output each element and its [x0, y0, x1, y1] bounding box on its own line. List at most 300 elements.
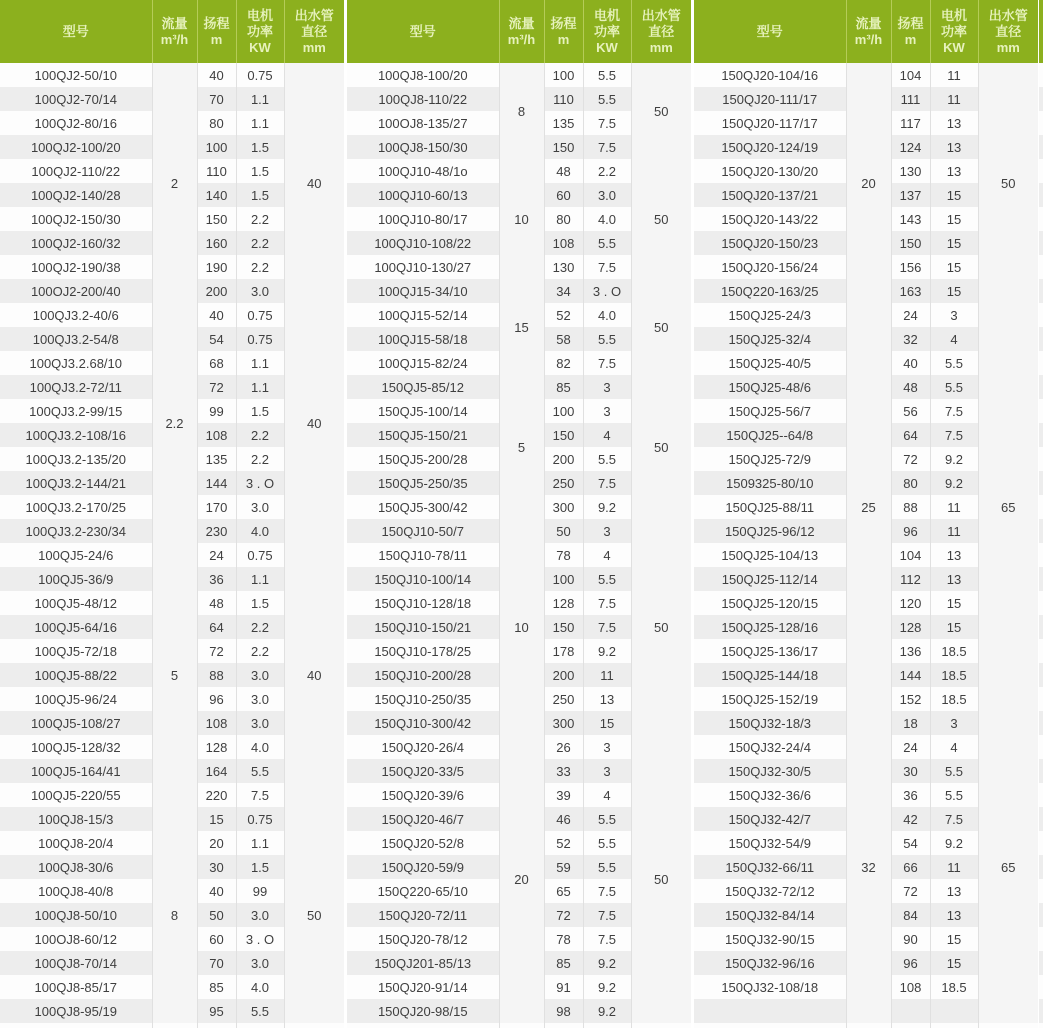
cell-empty [544, 1023, 583, 1028]
cell-power: 5.5 [930, 759, 978, 783]
cell-diameter-merged: 50 [631, 63, 691, 159]
col-header-power-line: 功率 [940, 23, 967, 39]
table-row [0, 63, 344, 87]
cell-power: 1.5 [236, 159, 284, 183]
cell-head: 108 [891, 975, 930, 999]
cell-model: 150QJ25-136/17 [694, 639, 846, 663]
cell-flow-merged: 8 [152, 807, 197, 1023]
cell-head: 130 [891, 159, 930, 183]
cell-head: 144 [891, 663, 930, 687]
cell-power: 2.2 [236, 639, 284, 663]
col-header-power-line: 电机 [940, 7, 967, 23]
cell-power: 13 [930, 903, 978, 927]
col-header-head-line: m [210, 31, 223, 47]
table-row [694, 711, 1038, 735]
cell-model: 150QJ20-72/11 [347, 903, 499, 927]
cell-power: 2.2 [236, 207, 284, 231]
cell-power: 13 [930, 135, 978, 159]
cell-model: 150QJ25-152/19 [694, 687, 846, 711]
cell-head: 88 [891, 495, 930, 519]
cell-model: 100QJ10-108/22 [347, 231, 499, 255]
col-header-head [197, 0, 236, 63]
cell-diameter-merged: 50 [978, 63, 1038, 303]
cell-model [694, 999, 846, 1023]
cell-flow-merged: 20 [846, 63, 891, 303]
cell-head: 124 [891, 135, 930, 159]
cell-model: 100QJ8-85/17 [0, 975, 152, 999]
cell-flow-merged: 15 [499, 279, 544, 375]
cell-model: 100QJ8-30/6 [0, 855, 152, 879]
cell-model: 150QJ5-300/42 [347, 495, 499, 519]
cell-model: 100QJ15-34/10 [347, 279, 499, 303]
cell-model: 150Q220-163/25 [694, 279, 846, 303]
col-header-head [544, 0, 583, 63]
cell-model: 100QJ3.2-40/6 [0, 303, 152, 327]
cell-model: 100QJ2-50/10 [0, 63, 152, 87]
cell-head: 190 [197, 255, 236, 279]
cell-model: 150QJ25--64/8 [694, 423, 846, 447]
cell-empty [694, 1023, 846, 1028]
cell-power: 5.5 [583, 327, 631, 351]
cell-model: 150QJ20-26/4 [347, 735, 499, 759]
cell-head: 100 [544, 399, 583, 423]
cell-power: 15 [930, 615, 978, 639]
col-header-head-line: 扬程 [203, 15, 230, 31]
cell-model: 150QJ20-156/24 [694, 255, 846, 279]
cell-power: 1.5 [236, 399, 284, 423]
cell-power: 1.5 [236, 591, 284, 615]
cell-empty [152, 1023, 197, 1028]
col-header-diameter-line: mm [302, 39, 326, 55]
cell-head: 85 [197, 975, 236, 999]
cell-head: 54 [197, 327, 236, 351]
col-header-flow-line: m³/h [160, 31, 189, 47]
cell-power: 1.5 [236, 855, 284, 879]
cell-power: 0.75 [236, 303, 284, 327]
cell-model: 100QJ10-80/17 [347, 207, 499, 231]
cell-power: 7.5 [583, 255, 631, 279]
cell-model: 150QJ201-85/13 [347, 951, 499, 975]
cell-head: 46 [544, 807, 583, 831]
cell-model: 1509325-80/10 [694, 471, 846, 495]
cell-model: 100QJ10-130/27 [347, 255, 499, 279]
partial-rows-sliver [1039, 63, 1043, 1028]
cell-model: 100QJ8-100/20 [347, 63, 499, 87]
col-header-power [930, 0, 978, 63]
table-row [0, 303, 344, 327]
cell-head: 108 [544, 231, 583, 255]
cell-model: 100QJ8-20/4 [0, 831, 152, 855]
cell-flow-merged: 2.2 [152, 303, 197, 543]
cell-model: 150QJ20-59/9 [347, 855, 499, 879]
cell-empty [846, 1023, 891, 1028]
cell-model: 100QJ2-80/16 [0, 111, 152, 135]
cell-model: 100QJ8-110/22 [347, 87, 499, 111]
cell-power: 3 [583, 735, 631, 759]
cell-power: 4.0 [236, 519, 284, 543]
cell-power: 11 [930, 495, 978, 519]
col-header-power-line: 电机 [593, 7, 620, 23]
cell-power: 11 [930, 63, 978, 87]
cell-head: 128 [544, 591, 583, 615]
cell-head: 65 [544, 879, 583, 903]
cell-head: 48 [544, 159, 583, 183]
cell-power: 13 [930, 543, 978, 567]
cell-model: 150QJ25-56/7 [694, 399, 846, 423]
cell-power: 2.2 [236, 423, 284, 447]
cell-model: 150QJ20-98/15 [347, 999, 499, 1023]
cell-model: 100QJ3.2-230/34 [0, 519, 152, 543]
cell-power: 7.5 [930, 399, 978, 423]
cell-flow-merged: 20 [499, 735, 544, 1023]
table-row [347, 63, 691, 87]
cell-head: 200 [544, 663, 583, 687]
cell-model: 150QJ25-24/3 [694, 303, 846, 327]
cell-head: 72 [197, 375, 236, 399]
cell-head: 78 [544, 543, 583, 567]
cell-head: 110 [544, 87, 583, 111]
cell-power: 2.2 [236, 255, 284, 279]
cell-power: 3 . O [236, 471, 284, 495]
col-header-diameter-line: 直径 [648, 23, 675, 39]
cell-empty [284, 1023, 344, 1028]
cell-power: 4 [930, 327, 978, 351]
cell-head: 135 [197, 447, 236, 471]
cell-head: 104 [891, 543, 930, 567]
cell-head: 33 [544, 759, 583, 783]
cell-head: 150 [544, 135, 583, 159]
cell-power: 5.5 [930, 375, 978, 399]
cell-head: 128 [891, 615, 930, 639]
cell-power: 1.1 [236, 351, 284, 375]
cell-model: 150QJ25-128/16 [694, 615, 846, 639]
header-row [694, 0, 1038, 63]
cell-model: 100QJ3.2-108/16 [0, 423, 152, 447]
cell-model: 100QJ2-100/20 [0, 135, 152, 159]
cell-power: 13 [930, 111, 978, 135]
cell-power: 1.1 [236, 831, 284, 855]
cell-empty [499, 1023, 544, 1028]
cell-power: 2.2 [236, 231, 284, 255]
cell-head: 300 [544, 495, 583, 519]
col-header-power-line: KW [596, 39, 618, 55]
cell-power: 15 [930, 255, 978, 279]
cell-head: 164 [197, 759, 236, 783]
header-row [0, 0, 344, 63]
cell-power: 3 . O [583, 279, 631, 303]
cell-power: 3.0 [583, 183, 631, 207]
cell-power: 7.5 [930, 807, 978, 831]
col-header-power [236, 0, 284, 63]
cell-power [930, 999, 978, 1023]
cell-model: 100QJ15-58/18 [347, 327, 499, 351]
col-header-model-line: 型号 [756, 23, 783, 39]
col-header-diameter [978, 0, 1038, 63]
cell-head: 72 [891, 447, 930, 471]
cell-empty [930, 1023, 978, 1028]
col-header-diameter-line: 出水管 [988, 7, 1028, 23]
cell-model: 150QJ5-200/28 [347, 447, 499, 471]
cell-head: 82 [544, 351, 583, 375]
cell-model: 150QJ10-78/11 [347, 543, 499, 567]
cell-model: 150QJ32-84/14 [694, 903, 846, 927]
cell-head: 70 [197, 87, 236, 111]
table-row [694, 1023, 1038, 1028]
pump-spec-table-group-2 [347, 0, 691, 1028]
partial-header-sliver [1039, 0, 1043, 63]
cell-model: 150QJ25-144/18 [694, 663, 846, 687]
cell-head [891, 999, 930, 1023]
cell-head: 20 [197, 831, 236, 855]
cell-head: 136 [891, 639, 930, 663]
cell-head: 85 [544, 375, 583, 399]
col-header-diameter-line: 直径 [301, 23, 328, 39]
cell-model: 150QJ20-39/6 [347, 783, 499, 807]
col-header-model [694, 0, 846, 63]
cell-power: 9.2 [583, 951, 631, 975]
cell-power: 9.2 [930, 447, 978, 471]
cell-power: 7.5 [583, 879, 631, 903]
cell-flow-merged: 32 [846, 711, 891, 1023]
cell-power: 18.5 [930, 663, 978, 687]
cell-empty [583, 1023, 631, 1028]
cell-model: 100QJ3.2-54/8 [0, 327, 152, 351]
cell-model: 100QJ2-150/30 [0, 207, 152, 231]
cell-head: 117 [891, 111, 930, 135]
cell-power: 18.5 [930, 975, 978, 999]
cell-power: 7.5 [583, 351, 631, 375]
cell-empty [0, 1023, 152, 1028]
col-header-power-line: KW [943, 39, 965, 55]
cell-power: 2.2 [236, 615, 284, 639]
cell-model: 100OJ8-135/27 [347, 111, 499, 135]
cell-model: 150Q220-65/10 [347, 879, 499, 903]
cell-model: 100QJ5-96/24 [0, 687, 152, 711]
cell-head: 34 [544, 279, 583, 303]
cell-head: 112 [891, 567, 930, 591]
cell-power: 3.0 [236, 711, 284, 735]
cell-model: 150QJ20-124/19 [694, 135, 846, 159]
cell-flow-merged: 2 [152, 63, 197, 303]
cell-flow-merged: 10 [499, 159, 544, 279]
cell-model: 100QJ5-48/12 [0, 591, 152, 615]
cell-power: 15 [930, 207, 978, 231]
col-header-power-line: KW [249, 39, 271, 55]
cell-power: 9.2 [583, 975, 631, 999]
cell-model: 150QJ10-128/18 [347, 591, 499, 615]
cell-head: 108 [197, 423, 236, 447]
cell-head: 96 [197, 687, 236, 711]
col-header-diameter-line: 出水管 [641, 7, 681, 23]
cell-power: 1.5 [236, 135, 284, 159]
cell-head: 68 [197, 351, 236, 375]
cell-model: 100QJ3.2-99/15 [0, 399, 152, 423]
cell-power: 9.2 [583, 999, 631, 1023]
col-header-head-line: 扬程 [550, 15, 577, 31]
col-header-flow [846, 0, 891, 63]
table-row [0, 807, 344, 831]
cell-diameter-merged: 50 [284, 807, 344, 1023]
cell-power: 99 [236, 879, 284, 903]
table-row [0, 543, 344, 567]
cell-head: 40 [197, 303, 236, 327]
cell-power: 3.0 [236, 903, 284, 927]
cell-model: 150QJ5-85/12 [347, 375, 499, 399]
cell-head: 128 [197, 735, 236, 759]
cell-power: 11 [930, 87, 978, 111]
cell-head: 152 [891, 687, 930, 711]
cell-power: 9.2 [930, 471, 978, 495]
cell-model: 150QJ20-111/17 [694, 87, 846, 111]
cell-model: 150QJ32-24/4 [694, 735, 846, 759]
col-header-diameter-line: mm [649, 39, 673, 55]
cell-power: 5.5 [583, 63, 631, 87]
cell-model: 150QJ25-120/15 [694, 591, 846, 615]
cell-model: 150QJ10-200/28 [347, 663, 499, 687]
cell-diameter-merged: 50 [631, 159, 691, 279]
cell-head: 30 [197, 855, 236, 879]
cell-power: 5.5 [583, 855, 631, 879]
cell-power: 15 [930, 591, 978, 615]
cell-model: 150QJ20-52/8 [347, 831, 499, 855]
cell-power: 13 [930, 567, 978, 591]
cell-model: 100QJ5-108/27 [0, 711, 152, 735]
cell-power: 11 [930, 519, 978, 543]
cell-head: 111 [891, 87, 930, 111]
cell-power: 4.0 [583, 303, 631, 327]
col-header-head-line: m [904, 31, 917, 47]
cell-model: 100QJ3.2-135/20 [0, 447, 152, 471]
cell-power: 9.2 [930, 831, 978, 855]
cell-head: 42 [891, 807, 930, 831]
cell-model: 150QJ5-100/14 [347, 399, 499, 423]
cell-head: 156 [891, 255, 930, 279]
cell-head: 80 [197, 111, 236, 135]
cell-power: 15 [930, 231, 978, 255]
table-row [347, 375, 691, 399]
cell-model: 100QJ2-140/28 [0, 183, 152, 207]
cell-diameter-merged: 50 [631, 279, 691, 375]
col-header-diameter [284, 0, 344, 63]
cell-head: 80 [891, 471, 930, 495]
cell-diameter-merged: 40 [284, 543, 344, 807]
cell-flow-merged: 10 [499, 519, 544, 735]
cell-power: 1.1 [236, 87, 284, 111]
cell-head: 110 [197, 159, 236, 183]
cell-model: 100QJ3.2.68/10 [0, 351, 152, 375]
cell-head: 40 [891, 351, 930, 375]
cell-model: 150QJ10-150/21 [347, 615, 499, 639]
cell-model: 150QJ10-50/7 [347, 519, 499, 543]
cell-head: 200 [544, 447, 583, 471]
cell-model: 150QJ5-250/35 [347, 471, 499, 495]
cell-power: 15 [930, 951, 978, 975]
col-header-model [0, 0, 152, 63]
cell-power: 9.2 [583, 639, 631, 663]
cell-power: 3 [583, 399, 631, 423]
col-header-head [891, 0, 930, 63]
cell-power: 3.0 [236, 663, 284, 687]
cell-head: 150 [544, 423, 583, 447]
cell-power: 13 [930, 879, 978, 903]
cell-power: 4 [583, 543, 631, 567]
cell-model: 100QJ5-88/22 [0, 663, 152, 687]
cell-head: 30 [891, 759, 930, 783]
cell-diameter-merged: 40 [284, 303, 344, 543]
cell-power: 3 [930, 711, 978, 735]
cell-head: 230 [197, 519, 236, 543]
cell-power: 18.5 [930, 639, 978, 663]
cell-model: 150QJ10-300/42 [347, 711, 499, 735]
cell-power: 13 [583, 687, 631, 711]
cell-empty [347, 1023, 499, 1028]
cell-model: 150QJ25-48/6 [694, 375, 846, 399]
cell-power: 5.5 [583, 807, 631, 831]
cell-model: 100QJ5-220/55 [0, 783, 152, 807]
cell-head: 50 [544, 519, 583, 543]
cell-head: 200 [197, 279, 236, 303]
header-row [347, 0, 691, 63]
cell-power: 0.75 [236, 543, 284, 567]
cell-model: 100QJ5-24/6 [0, 543, 152, 567]
cell-head: 120 [891, 591, 930, 615]
cell-power: 7.5 [583, 927, 631, 951]
cell-head: 90 [891, 927, 930, 951]
col-header-flow [152, 0, 197, 63]
cell-power: 3.0 [236, 495, 284, 519]
cell-head: 163 [891, 279, 930, 303]
cell-head: 104 [891, 63, 930, 87]
col-header-head-line: 扬程 [897, 15, 924, 31]
cell-head: 250 [544, 471, 583, 495]
cell-model: 100OJ2-200/40 [0, 279, 152, 303]
cell-head: 95 [197, 999, 236, 1023]
cell-power: 7.5 [583, 135, 631, 159]
cell-model: 150QJ32-66/11 [694, 855, 846, 879]
cell-power: 5.5 [930, 783, 978, 807]
cell-empty [891, 1023, 930, 1028]
cell-model: 150QJ25-40/5 [694, 351, 846, 375]
cell-power: 15 [930, 183, 978, 207]
cell-diameter-merged: 65 [978, 711, 1038, 1023]
cell-head: 50 [197, 903, 236, 927]
cell-head: 18 [891, 711, 930, 735]
cell-head: 96 [891, 519, 930, 543]
table-row [347, 519, 691, 543]
cell-model: 100QJ3.2-72/11 [0, 375, 152, 399]
cell-model: 100QJ8-15/3 [0, 807, 152, 831]
cell-head: 100 [197, 135, 236, 159]
cell-power: 18.5 [930, 687, 978, 711]
cell-head: 24 [891, 303, 930, 327]
cell-head: 70 [197, 951, 236, 975]
cell-model: 150QJ32-108/18 [694, 975, 846, 999]
cell-diameter-merged: 50 [631, 735, 691, 1023]
cell-power: 3 [930, 303, 978, 327]
col-header-model-line: 型号 [62, 23, 89, 39]
cell-head: 26 [544, 735, 583, 759]
cell-power: 3 [583, 375, 631, 399]
cell-head: 36 [197, 567, 236, 591]
cell-power: 5.5 [236, 759, 284, 783]
cell-flow-merged: 5 [499, 375, 544, 519]
cell-model: 100QJ8-150/30 [347, 135, 499, 159]
table-row [347, 1023, 691, 1028]
partial-next-group-sliver [1039, 0, 1043, 1028]
cell-model: 150QJ25-112/14 [694, 567, 846, 591]
cell-head: 99 [197, 399, 236, 423]
cell-head: 130 [544, 255, 583, 279]
